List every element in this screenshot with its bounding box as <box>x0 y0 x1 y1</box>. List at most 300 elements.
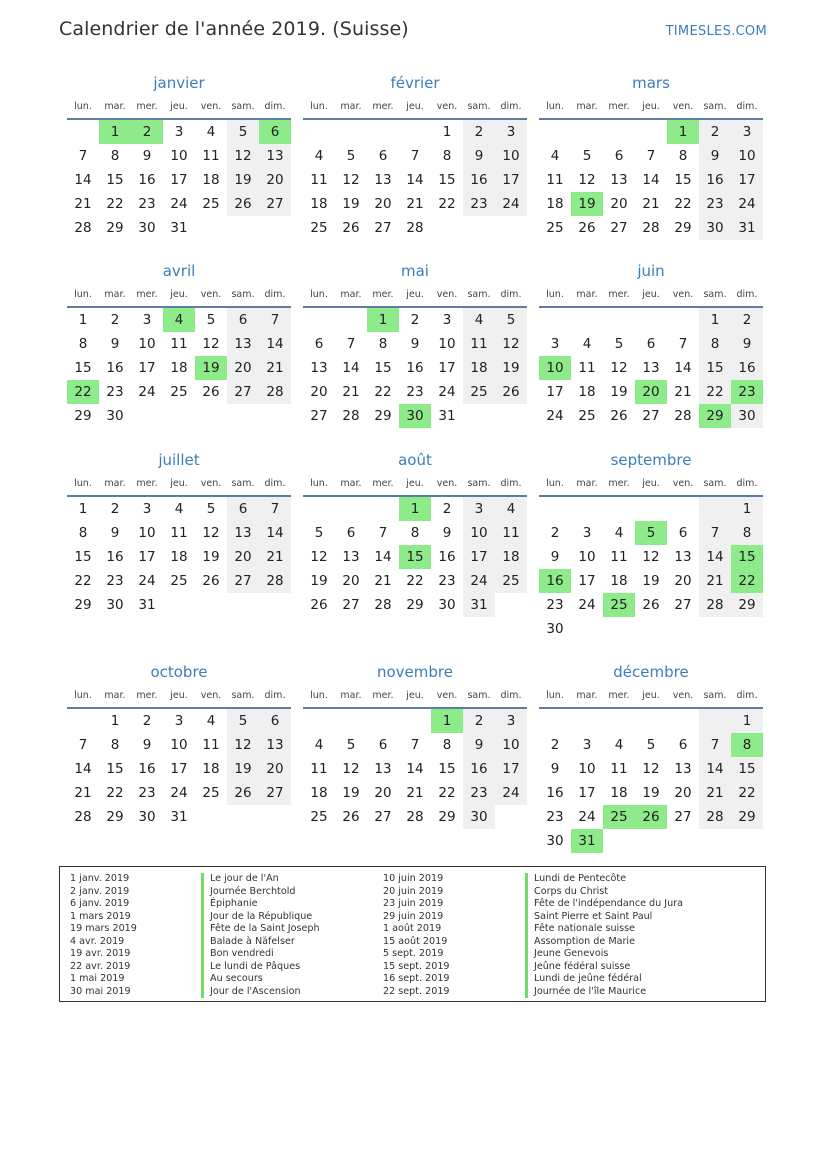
day-cell: 18 <box>170 360 188 376</box>
day-cell: 18 <box>170 549 188 565</box>
empty-day-cell <box>667 497 699 521</box>
weekday-label: mar. <box>340 289 362 300</box>
day-cell: 15 <box>374 360 392 376</box>
weekday-label: sam. <box>231 289 255 300</box>
weekday-label: lun. <box>546 690 564 701</box>
day-cell: 21 <box>74 196 92 212</box>
day-cell: 2 <box>550 737 560 753</box>
day-cell: 2 <box>142 713 152 729</box>
day-cell: 24 <box>495 192 527 216</box>
month-name: août <box>398 451 432 469</box>
holiday-day-cell: 23 <box>731 380 763 404</box>
day-cell: 14 <box>674 360 692 376</box>
holiday-day-cell: 22 <box>731 569 763 593</box>
day-cell: 12 <box>642 761 660 777</box>
weekday-label: mer. <box>372 478 394 489</box>
day-cell: 18 <box>202 172 220 188</box>
day-cell: 28 <box>374 597 392 613</box>
day-cell: 12 <box>227 144 259 168</box>
days-grid <box>539 308 763 428</box>
day-cell: 3 <box>142 312 152 328</box>
month-block <box>539 447 763 641</box>
day-cell: 18 <box>202 761 220 777</box>
legend-holiday-name: Journée Berchtold <box>201 886 320 899</box>
day-cell: 19 <box>342 196 360 212</box>
empty-day-cell <box>603 308 635 332</box>
weekday-label: mer. <box>608 289 630 300</box>
day-cell: 7 <box>699 521 731 545</box>
day-cell: 14 <box>699 545 731 569</box>
weekday-label: ven. <box>200 690 222 701</box>
weekday-label: sam. <box>231 690 255 701</box>
day-cell: 30 <box>138 809 156 825</box>
day-cell: 13 <box>674 549 692 565</box>
month-name: février <box>390 74 440 92</box>
day-cell: 24 <box>438 384 456 400</box>
day-cell: 17 <box>578 785 596 801</box>
day-cell: 9 <box>110 336 120 352</box>
day-cell: 8 <box>110 148 120 164</box>
legend-holiday-name: Lundi de jeûne fédéral <box>525 973 683 986</box>
day-cell: 3 <box>495 709 527 733</box>
day-cell: 26 <box>227 781 259 805</box>
day-cell: 16 <box>438 549 456 565</box>
weekday-label: jeu. <box>406 289 424 300</box>
day-cell: 12 <box>578 172 596 188</box>
weekday-label: lun. <box>74 289 92 300</box>
day-cell: 16 <box>406 360 424 376</box>
weekday-label: lun. <box>310 289 328 300</box>
day-cell: 4 <box>550 148 560 164</box>
weekday-label: ven. <box>200 289 222 300</box>
day-cell: 1 <box>442 124 452 140</box>
day-cell: 29 <box>438 809 456 825</box>
weekday-label: ven. <box>672 478 694 489</box>
day-cell: 7 <box>346 336 356 352</box>
day-cell: 22 <box>674 196 692 212</box>
weekday-label: lun. <box>310 690 328 701</box>
holiday-day-cell: 6 <box>259 120 291 144</box>
weekday-header <box>67 284 291 308</box>
day-cell: 24 <box>546 408 564 424</box>
day-cell: 23 <box>463 192 495 216</box>
day-cell: 31 <box>731 216 763 240</box>
empty-day-cell <box>571 120 603 144</box>
weekday-label: mer. <box>136 289 158 300</box>
day-cell: 27 <box>227 569 259 593</box>
holiday-day-cell: 1 <box>99 120 131 144</box>
weekday-label: sam. <box>231 478 255 489</box>
day-cell: 9 <box>410 336 420 352</box>
day-cell: 2 <box>731 308 763 332</box>
day-cell: 10 <box>138 336 156 352</box>
legend-holiday-name: Le lundi de Pâques <box>201 961 320 974</box>
weekday-label: mar. <box>104 289 126 300</box>
day-cell: 24 <box>495 781 527 805</box>
day-cell: 6 <box>346 525 356 541</box>
day-cell: 4 <box>314 737 324 753</box>
weekday-label: mar. <box>340 478 362 489</box>
empty-day-cell <box>367 497 399 521</box>
empty-day-cell <box>571 308 603 332</box>
day-cell: 9 <box>463 733 495 757</box>
legend-date: 1 mars 2019 <box>70 910 131 922</box>
day-cell: 1 <box>699 308 731 332</box>
month-block <box>539 258 763 428</box>
empty-day-cell <box>303 308 335 332</box>
day-cell: 14 <box>259 332 291 356</box>
weekday-label: mar. <box>576 478 598 489</box>
empty-day-cell <box>603 709 635 733</box>
day-cell: 30 <box>546 833 564 849</box>
weekday-label: dim. <box>736 101 758 112</box>
day-cell: 4 <box>206 124 216 140</box>
legend-holiday-name: Assomption de Marie <box>525 936 683 949</box>
day-cell: 11 <box>310 172 328 188</box>
weekday-label: mer. <box>372 690 394 701</box>
day-cell: 8 <box>378 336 388 352</box>
day-cell: 31 <box>438 408 456 424</box>
day-cell: 10 <box>138 525 156 541</box>
empty-day-cell <box>539 497 571 521</box>
day-cell: 9 <box>142 737 152 753</box>
days-grid <box>67 120 291 240</box>
day-cell: 21 <box>406 196 424 212</box>
day-cell: 29 <box>106 220 124 236</box>
day-cell: 7 <box>410 148 420 164</box>
legend-date: 1 janv. 2019 <box>70 873 130 884</box>
day-cell: 18 <box>610 785 628 801</box>
day-cell: 10 <box>578 761 596 777</box>
day-cell: 7 <box>378 525 388 541</box>
day-cell: 13 <box>342 549 360 565</box>
weekday-label: mar. <box>340 690 362 701</box>
weekday-label: sam. <box>467 289 491 300</box>
empty-day-cell <box>539 308 571 332</box>
day-cell: 17 <box>438 360 456 376</box>
holiday-day-cell: 5 <box>635 521 667 545</box>
weekday-label: ven. <box>436 690 458 701</box>
day-cell: 19 <box>495 356 527 380</box>
day-cell: 9 <box>550 549 560 565</box>
weekday-label: jeu. <box>642 690 660 701</box>
holiday-day-cell: 16 <box>539 569 571 593</box>
day-cell: 14 <box>406 172 424 188</box>
legend-date: 30 mai 2019 <box>70 985 131 997</box>
day-cell: 30 <box>138 220 156 236</box>
weekday-label: mer. <box>608 690 630 701</box>
day-cell: 11 <box>170 336 188 352</box>
weekday-label: jeu. <box>642 289 660 300</box>
day-cell: 20 <box>227 545 259 569</box>
day-cell: 16 <box>699 168 731 192</box>
month-name: mai <box>401 262 429 280</box>
weekday-label: ven. <box>436 478 458 489</box>
day-cell: 23 <box>106 573 124 589</box>
weekday-header <box>67 473 291 497</box>
month-name: novembre <box>377 663 453 681</box>
day-cell: 6 <box>227 497 259 521</box>
month-block <box>303 659 527 829</box>
legend-names-left <box>201 873 320 998</box>
day-cell: 20 <box>674 785 692 801</box>
day-cell: 19 <box>642 785 660 801</box>
legend-date: 6 janv. 2019 <box>70 898 130 909</box>
day-cell: 25 <box>202 196 220 212</box>
weekday-header <box>303 685 527 709</box>
holiday-day-cell: 1 <box>367 308 399 332</box>
day-cell: 7 <box>699 733 731 757</box>
day-cell: 8 <box>410 525 420 541</box>
weekday-label: mar. <box>340 101 362 112</box>
day-cell: 6 <box>678 525 688 541</box>
holiday-day-cell: 19 <box>571 192 603 216</box>
day-cell: 25 <box>495 569 527 593</box>
day-cell: 9 <box>442 525 452 541</box>
holiday-day-cell: 15 <box>399 545 431 569</box>
site-link[interactable]: TIMESLES.COM <box>665 24 767 39</box>
day-cell: 12 <box>227 733 259 757</box>
days-grid <box>539 497 763 641</box>
day-cell: 9 <box>731 332 763 356</box>
day-cell: 4 <box>614 525 624 541</box>
empty-day-cell <box>67 120 99 144</box>
empty-day-cell <box>303 120 335 144</box>
empty-day-cell <box>539 120 571 144</box>
day-cell: 22 <box>731 781 763 805</box>
day-cell: 5 <box>227 120 259 144</box>
month-name: mars <box>632 74 670 92</box>
days-grid <box>67 497 291 617</box>
day-cell: 16 <box>106 360 124 376</box>
day-cell: 2 <box>699 120 731 144</box>
day-cell: 27 <box>642 408 660 424</box>
day-cell: 2 <box>463 120 495 144</box>
weekday-header <box>303 96 527 120</box>
holiday-day-cell: 30 <box>399 404 431 428</box>
empty-day-cell <box>335 308 367 332</box>
day-cell: 6 <box>678 737 688 753</box>
day-cell: 30 <box>106 408 124 424</box>
day-cell: 29 <box>406 597 424 613</box>
day-cell: 13 <box>310 360 328 376</box>
day-cell: 23 <box>106 384 124 400</box>
day-cell: 21 <box>342 384 360 400</box>
day-cell: 30 <box>438 597 456 613</box>
legend-holiday-name: Jeûne fédéral suisse <box>525 961 683 974</box>
days-grid <box>67 308 291 428</box>
day-cell: 21 <box>406 785 424 801</box>
day-cell: 12 <box>642 549 660 565</box>
day-cell: 27 <box>259 781 291 805</box>
weekday-label: jeu. <box>170 478 188 489</box>
day-cell: 23 <box>546 597 564 613</box>
days-grid <box>539 709 763 853</box>
holiday-day-cell: 4 <box>163 308 195 332</box>
day-cell: 5 <box>346 148 356 164</box>
day-cell: 15 <box>74 360 92 376</box>
day-cell: 11 <box>310 761 328 777</box>
weekday-label: lun. <box>546 289 564 300</box>
day-cell: 22 <box>438 785 456 801</box>
day-cell: 5 <box>582 148 592 164</box>
day-cell: 20 <box>227 356 259 380</box>
legend-holiday-name: Lundi de Pentecôte <box>525 873 683 886</box>
weekday-header <box>539 685 763 709</box>
day-cell: 1 <box>731 497 763 521</box>
day-cell: 3 <box>174 713 184 729</box>
weekday-label: dim. <box>500 289 522 300</box>
day-cell: 31 <box>463 593 495 617</box>
weekday-label: ven. <box>200 101 222 112</box>
day-cell: 11 <box>610 761 628 777</box>
month-name: décembre <box>613 663 689 681</box>
day-cell: 4 <box>174 501 184 517</box>
empty-day-cell <box>335 709 367 733</box>
day-cell: 4 <box>463 308 495 332</box>
day-cell: 23 <box>699 192 731 216</box>
day-cell: 15 <box>699 356 731 380</box>
day-cell: 19 <box>227 757 259 781</box>
day-cell: 18 <box>578 384 596 400</box>
empty-day-cell <box>635 308 667 332</box>
day-cell: 18 <box>546 196 564 212</box>
day-cell: 16 <box>138 761 156 777</box>
holiday-legend <box>59 866 766 1002</box>
day-cell: 8 <box>78 336 88 352</box>
day-cell: 12 <box>202 336 220 352</box>
month-name: octobre <box>150 663 208 681</box>
day-cell: 19 <box>610 384 628 400</box>
day-cell: 16 <box>138 172 156 188</box>
day-cell: 22 <box>699 380 731 404</box>
legend-holiday-name: Au secours <box>201 973 320 986</box>
days-grid <box>539 120 763 240</box>
day-cell: 22 <box>106 196 124 212</box>
day-cell: 8 <box>78 525 88 541</box>
day-cell: 24 <box>138 573 156 589</box>
empty-day-cell <box>699 709 731 733</box>
legend-date: 19 mars 2019 <box>70 923 137 934</box>
day-cell: 26 <box>342 809 360 825</box>
day-cell: 2 <box>442 501 452 517</box>
day-cell: 17 <box>731 168 763 192</box>
day-cell: 25 <box>170 384 188 400</box>
legend-date: 5 sept. 2019 <box>383 948 444 959</box>
day-cell: 24 <box>731 192 763 216</box>
empty-day-cell <box>367 709 399 733</box>
empty-day-cell <box>603 497 635 521</box>
month-name: juillet <box>158 451 200 469</box>
legend-date: 19 avr. 2019 <box>70 948 131 959</box>
day-cell: 11 <box>202 737 220 753</box>
weekday-label: sam. <box>467 690 491 701</box>
day-cell: 13 <box>374 172 392 188</box>
day-cell: 21 <box>642 196 660 212</box>
legend-holiday-name: Corps du Christ <box>525 886 683 899</box>
weekday-label: mer. <box>372 101 394 112</box>
day-cell: 11 <box>495 521 527 545</box>
weekday-label: lun. <box>74 690 92 701</box>
day-cell: 26 <box>495 380 527 404</box>
day-cell: 19 <box>227 168 259 192</box>
weekday-label: mer. <box>608 101 630 112</box>
day-cell: 3 <box>582 525 592 541</box>
day-cell: 25 <box>310 809 328 825</box>
empty-day-cell <box>571 497 603 521</box>
day-cell: 13 <box>610 172 628 188</box>
legend-date: 22 avr. 2019 <box>70 960 131 972</box>
day-cell: 3 <box>174 124 184 140</box>
day-cell: 20 <box>374 196 392 212</box>
day-cell: 24 <box>170 196 188 212</box>
day-cell: 6 <box>614 148 624 164</box>
legend-date: 10 juin 2019 <box>383 873 444 884</box>
empty-day-cell <box>303 497 335 521</box>
weekday-label: mer. <box>136 478 158 489</box>
legend-dates-left <box>70 873 137 998</box>
holiday-day-cell: 29 <box>699 404 731 428</box>
day-cell: 13 <box>642 360 660 376</box>
day-cell: 27 <box>674 597 692 613</box>
day-cell: 9 <box>142 148 152 164</box>
day-cell: 2 <box>110 312 120 328</box>
day-cell: 28 <box>699 593 731 617</box>
weekday-label: dim. <box>264 690 286 701</box>
weekday-label: jeu. <box>642 101 660 112</box>
day-cell: 3 <box>442 312 452 328</box>
day-cell: 28 <box>406 809 424 825</box>
day-cell: 4 <box>206 713 216 729</box>
weekday-label: lun. <box>74 478 92 489</box>
empty-day-cell <box>603 120 635 144</box>
day-cell: 5 <box>495 308 527 332</box>
weekday-label: mer. <box>372 289 394 300</box>
day-cell: 17 <box>463 545 495 569</box>
day-cell: 15 <box>106 761 124 777</box>
day-cell: 18 <box>310 785 328 801</box>
day-cell: 10 <box>463 521 495 545</box>
day-cell: 22 <box>74 573 92 589</box>
weekday-label: jeu. <box>406 101 424 112</box>
day-cell: 1 <box>731 709 763 733</box>
day-cell: 25 <box>310 220 328 236</box>
weekday-label: lun. <box>546 101 564 112</box>
holiday-day-cell: 20 <box>635 380 667 404</box>
weekday-label: jeu. <box>170 101 188 112</box>
day-cell: 31 <box>138 597 156 613</box>
weekday-label: mar. <box>576 289 598 300</box>
weekday-label: mer. <box>608 478 630 489</box>
day-cell: 6 <box>378 148 388 164</box>
day-cell: 21 <box>74 785 92 801</box>
weekday-label: sam. <box>467 101 491 112</box>
day-cell: 18 <box>310 196 328 212</box>
legend-holiday-name: Le jour de l'An <box>201 873 320 886</box>
day-cell: 15 <box>438 172 456 188</box>
day-cell: 17 <box>495 168 527 192</box>
day-cell: 29 <box>106 809 124 825</box>
weekday-label: sam. <box>703 478 727 489</box>
day-cell: 19 <box>342 785 360 801</box>
day-cell: 2 <box>110 501 120 517</box>
legend-dates-right <box>383 873 450 998</box>
day-cell: 5 <box>314 525 324 541</box>
day-cell: 18 <box>463 356 495 380</box>
day-cell: 22 <box>438 196 456 212</box>
day-cell: 29 <box>674 220 692 236</box>
day-cell: 14 <box>642 172 660 188</box>
